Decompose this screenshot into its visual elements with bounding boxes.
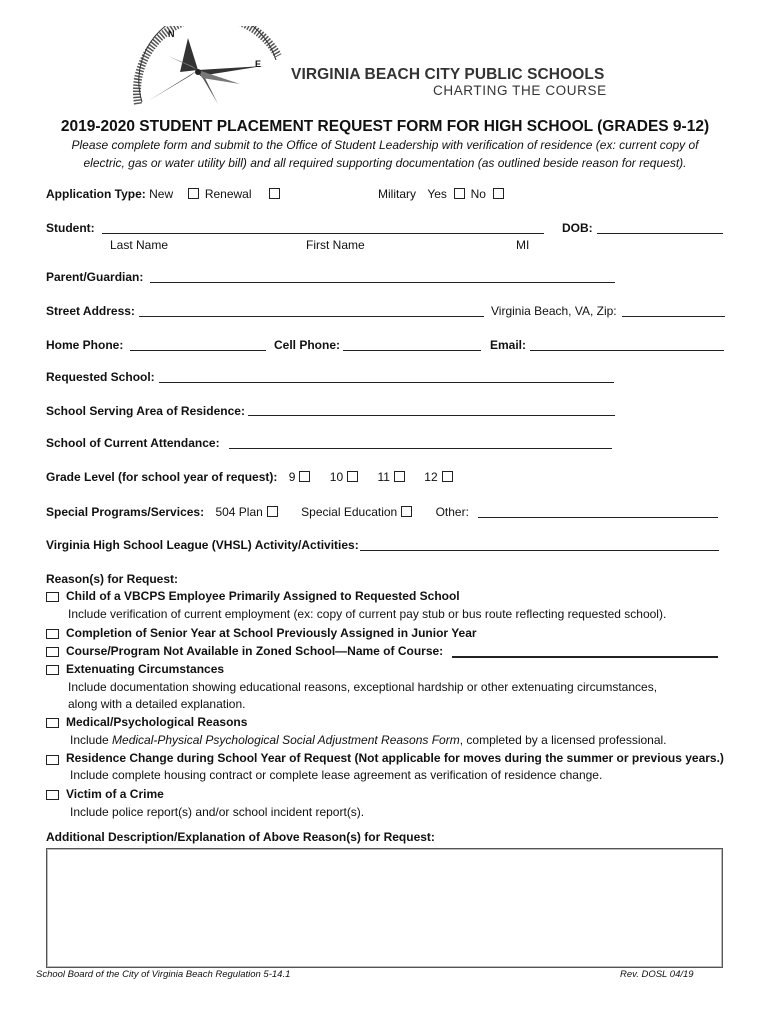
military-yes-checkbox[interactable] bbox=[454, 188, 465, 199]
military-no-checkbox[interactable] bbox=[493, 188, 504, 199]
parent-label: Parent/Guardian: bbox=[46, 270, 144, 284]
grade-12-checkbox[interactable] bbox=[442, 471, 453, 482]
medical-form-name: Medical-Physical Psychological Social Adjustment Reasons Form bbox=[112, 733, 460, 747]
page-title: 2019-2020 STUDENT PLACEMENT REQUEST FORM FOR HIGH SCHOOL (GRADES 9-12) bbox=[60, 118, 710, 135]
reason-residence-checkbox[interactable] bbox=[46, 755, 59, 765]
application-type-label: Application Type: bbox=[46, 187, 146, 201]
reason-senior: Completion of Senior Year at School Previously Assigned in Junior Year bbox=[66, 626, 477, 640]
sped-checkbox[interactable] bbox=[401, 506, 412, 517]
reason-crime: Victim of a Crime bbox=[66, 787, 164, 801]
instructions-line-1: Please complete form and submit to the Office of Student Leadership with verification of residence (ex: current copy of bbox=[71, 138, 699, 152]
cell-phone-field[interactable] bbox=[343, 350, 481, 351]
street-field[interactable] bbox=[139, 316, 484, 317]
grade-label: Grade Level (for school year of request): bbox=[46, 470, 278, 484]
programs-label: Special Programs/Services: bbox=[46, 505, 205, 519]
instructions-line-2: electric, gas or water utility bill) and all required supporting documentation (as outlined beside reason for request). bbox=[83, 156, 687, 170]
serving-school-field[interactable] bbox=[248, 415, 615, 416]
grade-11-checkbox[interactable] bbox=[394, 471, 405, 482]
vhsl-field[interactable] bbox=[360, 550, 719, 551]
footer-revision: Rev. DOSL 04/19 bbox=[620, 969, 694, 980]
grade-10-label: 10 bbox=[329, 470, 344, 484]
military-row bbox=[378, 187, 506, 201]
email-label: Email: bbox=[490, 338, 527, 352]
student-name-field[interactable] bbox=[102, 233, 544, 234]
reason-residence-note: Include complete housing contract or complete lease agreement as verification of residence change. bbox=[70, 768, 603, 782]
org-name: VIRGINIA BEACH CITY PUBLIC SCHOOLS bbox=[291, 66, 605, 83]
military-no-label: No bbox=[470, 187, 486, 201]
compass-n-label: N bbox=[168, 29, 175, 39]
reason-medical-note-post: , completed by a licensed professional. bbox=[459, 733, 667, 747]
home-phone-label: Home Phone: bbox=[46, 338, 124, 352]
requested-school-label: Requested School: bbox=[46, 370, 155, 384]
other-label: Other: bbox=[435, 505, 469, 519]
plan504-label: 504 Plan bbox=[215, 505, 263, 519]
compass-icon bbox=[128, 26, 288, 106]
grade-row bbox=[46, 470, 455, 484]
renewal-label: Renewal bbox=[204, 187, 252, 201]
reasons-heading: Reason(s) for Request: bbox=[46, 572, 179, 586]
compass-e-label: E bbox=[255, 59, 262, 69]
other-program-field[interactable] bbox=[478, 517, 718, 518]
reason-employee-checkbox[interactable] bbox=[46, 592, 59, 602]
cell-phone-label: Cell Phone: bbox=[274, 338, 341, 352]
grade-12-label: 12 bbox=[424, 470, 438, 484]
renewal-checkbox[interactable] bbox=[269, 188, 280, 199]
current-school-field[interactable] bbox=[229, 448, 612, 449]
footer-regulation: School Board of the City of Virginia Beach Regulation 5-14.1 bbox=[36, 969, 291, 980]
reason-extenuating-checkbox[interactable] bbox=[46, 665, 59, 675]
last-name-caption: Last Name bbox=[110, 238, 169, 252]
sped-label: Special Education bbox=[301, 505, 398, 519]
email-field[interactable] bbox=[530, 350, 724, 351]
reason-residence: Residence Change during School Year of Request (Not applicable for moves during the summer or previous years.) bbox=[66, 751, 724, 765]
military-yes-label: Yes bbox=[427, 187, 447, 201]
city-zip-label: Virginia Beach, VA, Zip: bbox=[491, 304, 617, 318]
grade-11-label: 11 bbox=[377, 470, 390, 484]
reason-course-checkbox[interactable] bbox=[46, 647, 59, 657]
dob-label: DOB: bbox=[562, 221, 593, 235]
current-school-label: School of Current Attendance: bbox=[46, 436, 220, 450]
vhsl-label: Virginia High School League (VHSL) Activity/Activities: bbox=[46, 538, 359, 552]
reason-extenuating-note-1: Include documentation showing educational reasons, exceptional hardship or other extenuating circumstances, bbox=[68, 680, 658, 694]
street-label: Street Address: bbox=[46, 304, 135, 318]
parent-field[interactable] bbox=[150, 282, 615, 283]
reason-employee-note: Include verification of current employment (ex: copy of current pay stub or bus route reflecting requested school). bbox=[68, 607, 667, 621]
dob-field[interactable] bbox=[597, 233, 723, 234]
home-phone-field[interactable] bbox=[130, 350, 266, 351]
first-name-caption: First Name bbox=[306, 238, 365, 252]
grade-9-checkbox[interactable] bbox=[299, 471, 310, 482]
grade-10-checkbox[interactable] bbox=[347, 471, 358, 482]
plan504-checkbox[interactable] bbox=[267, 506, 278, 517]
military-label: Military bbox=[378, 187, 416, 201]
reason-extenuating: Extenuating Circumstances bbox=[66, 662, 225, 676]
programs-row bbox=[46, 505, 469, 519]
new-label: New bbox=[149, 187, 174, 201]
course-name-field[interactable] bbox=[452, 656, 718, 658]
zip-field[interactable] bbox=[622, 316, 725, 317]
requested-school-field[interactable] bbox=[159, 382, 614, 383]
reason-medical-note-pre: Include bbox=[70, 733, 113, 747]
reason-crime-note: Include police report(s) and/or school incident report(s). bbox=[70, 805, 365, 819]
logo bbox=[128, 26, 288, 106]
reason-crime-checkbox[interactable] bbox=[46, 790, 59, 800]
additional-label: Additional Description/Explanation of Above Reason(s) for Request: bbox=[46, 830, 435, 844]
reason-medical: Medical/Psychological Reasons bbox=[66, 715, 248, 729]
reason-medical-checkbox[interactable] bbox=[46, 718, 59, 728]
reason-extenuating-note-2: along with a detailed explanation. bbox=[68, 697, 246, 711]
mi-caption: MI bbox=[516, 238, 530, 252]
reason-employee: Child of a VBCPS Employee Primarily Assigned to Requested School bbox=[66, 589, 460, 603]
serving-school-label: School Serving Area of Residence: bbox=[46, 404, 245, 418]
reason-course: Course/Program Not Available in Zoned School—Name of Course: bbox=[66, 644, 444, 658]
new-checkbox[interactable] bbox=[188, 188, 199, 199]
student-label: Student: bbox=[46, 221, 95, 235]
additional-description-box[interactable] bbox=[46, 848, 723, 968]
org-tagline: CHARTING THE COURSE bbox=[433, 83, 607, 98]
reason-senior-checkbox[interactable] bbox=[46, 629, 59, 639]
application-type-row bbox=[46, 187, 282, 201]
grade-9-label: 9 bbox=[288, 470, 296, 484]
reason-medical-note bbox=[70, 733, 667, 747]
